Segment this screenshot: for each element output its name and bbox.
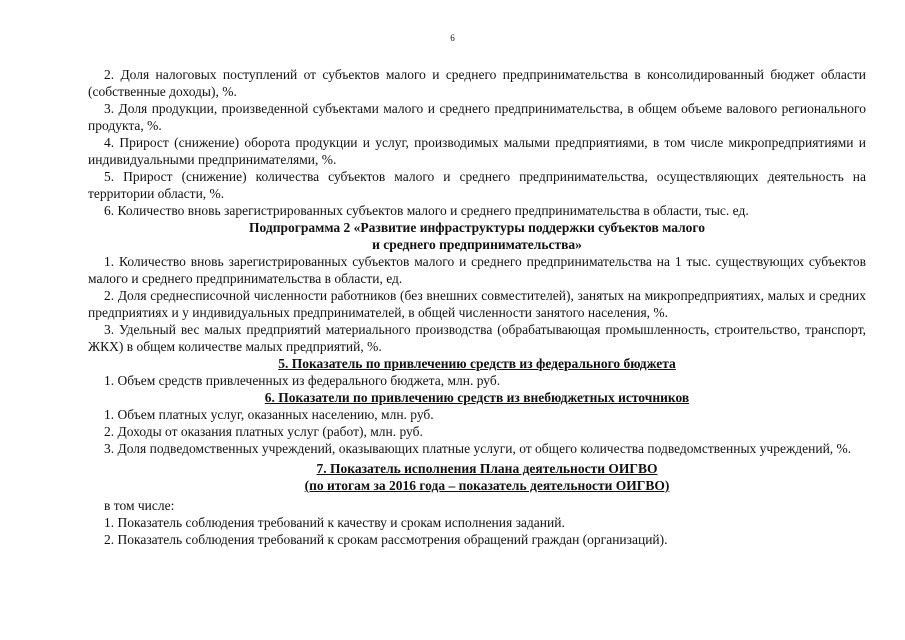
indicator-item: 3. Доля продукции, произведенной субъектами малого и среднего предпринимательства, в общем объеме валового регионального продукта, %. (88, 101, 866, 133)
indicator-item: 2. Доля среднесписочной численности работников (без внешних совместителей), занятых на микропредприятиях, малых и средних предприятиях и у индивидуальных предпринимателей, в общей численности занятого населения, %. (88, 288, 866, 320)
section5-heading-text: 5. Показатель по привлечению средств из федерального бюджета (278, 356, 676, 371)
indicator-item: 1. Показатель соблюдения требований к качеству и срокам исполнения заданий. (104, 515, 565, 530)
section7-intro: в том числе: (104, 498, 175, 513)
section7-heading-line2 (88, 477, 866, 494)
section7-heading-line2-text: (по итогам за 2016 года – показатель деятельности ОИГВО) (304, 478, 670, 493)
indicator-item: 3. Доля подведомственных учреждений, оказывающих платные услуги, от общего количества подведомственных учреждений, %. (104, 441, 852, 456)
subprogram2-heading-line2: и среднего предпринимательства» (372, 237, 582, 252)
indicator-item: 1. Объем платных услуг, оказанных населению, млн. руб. (104, 407, 434, 422)
section7-heading-line1 (88, 460, 866, 477)
indicator-item: 3. Удельный вес малых предприятий материального производства (обрабатывающая промышленность, строительство, транспорт, ЖКХ) в общем количестве малых предприятий, %. (88, 322, 866, 354)
subprogram2-heading-line1: Подпрограмма 2 «Развитие инфраструктуры поддержки субъектов малого (249, 220, 705, 235)
section7-heading-line1-text: 7. Показатель исполнения Плана деятельности ОИГВО (316, 461, 658, 476)
indicator-item: 1. Количество вновь зарегистрированных субъектов малого и среднего предпринимательства на 1 тыс. существующих субъектов малого и среднего предпринимательства в области, ед. (88, 254, 866, 286)
indicator-item: 1. Объем средств привлеченных из федерального бюджета, млн. руб. (104, 373, 501, 388)
page-number: 6 (450, 33, 455, 43)
indicator-item: 2. Показатель соблюдения требований к срокам рассмотрения обращений граждан (организаций). (104, 532, 668, 547)
indicator-item: 2. Доходы от оказания платных услуг (работ), млн. руб. (104, 424, 423, 439)
indicator-item: 5. Прирост (снижение) количества субъектов малого и среднего предпринимательства, осуществляющих деятельность на территории области, %. (88, 169, 866, 201)
document-body (88, 66, 866, 548)
indicator-item: 4. Прирост (снижение) оборота продукции и услуг, производимых малыми предприятиями, в том числе микропредприятиями и индивидуальными предпринимателями, %. (88, 135, 866, 167)
section6-heading (88, 389, 866, 406)
indicator-item: 2. Доля налоговых поступлений от субъектов малого и среднего предпринимательства в консолидированный бюджет области (собственные доходы), %. (88, 67, 866, 99)
section6-heading-text: 6. Показатели по привлечению средств из внебюджетных источников (264, 390, 690, 405)
section5-heading (88, 355, 866, 372)
indicator-item: 6. Количество вновь зарегистрированных субъектов малого и среднего предпринимательства в области, тыс. ед. (104, 203, 749, 218)
